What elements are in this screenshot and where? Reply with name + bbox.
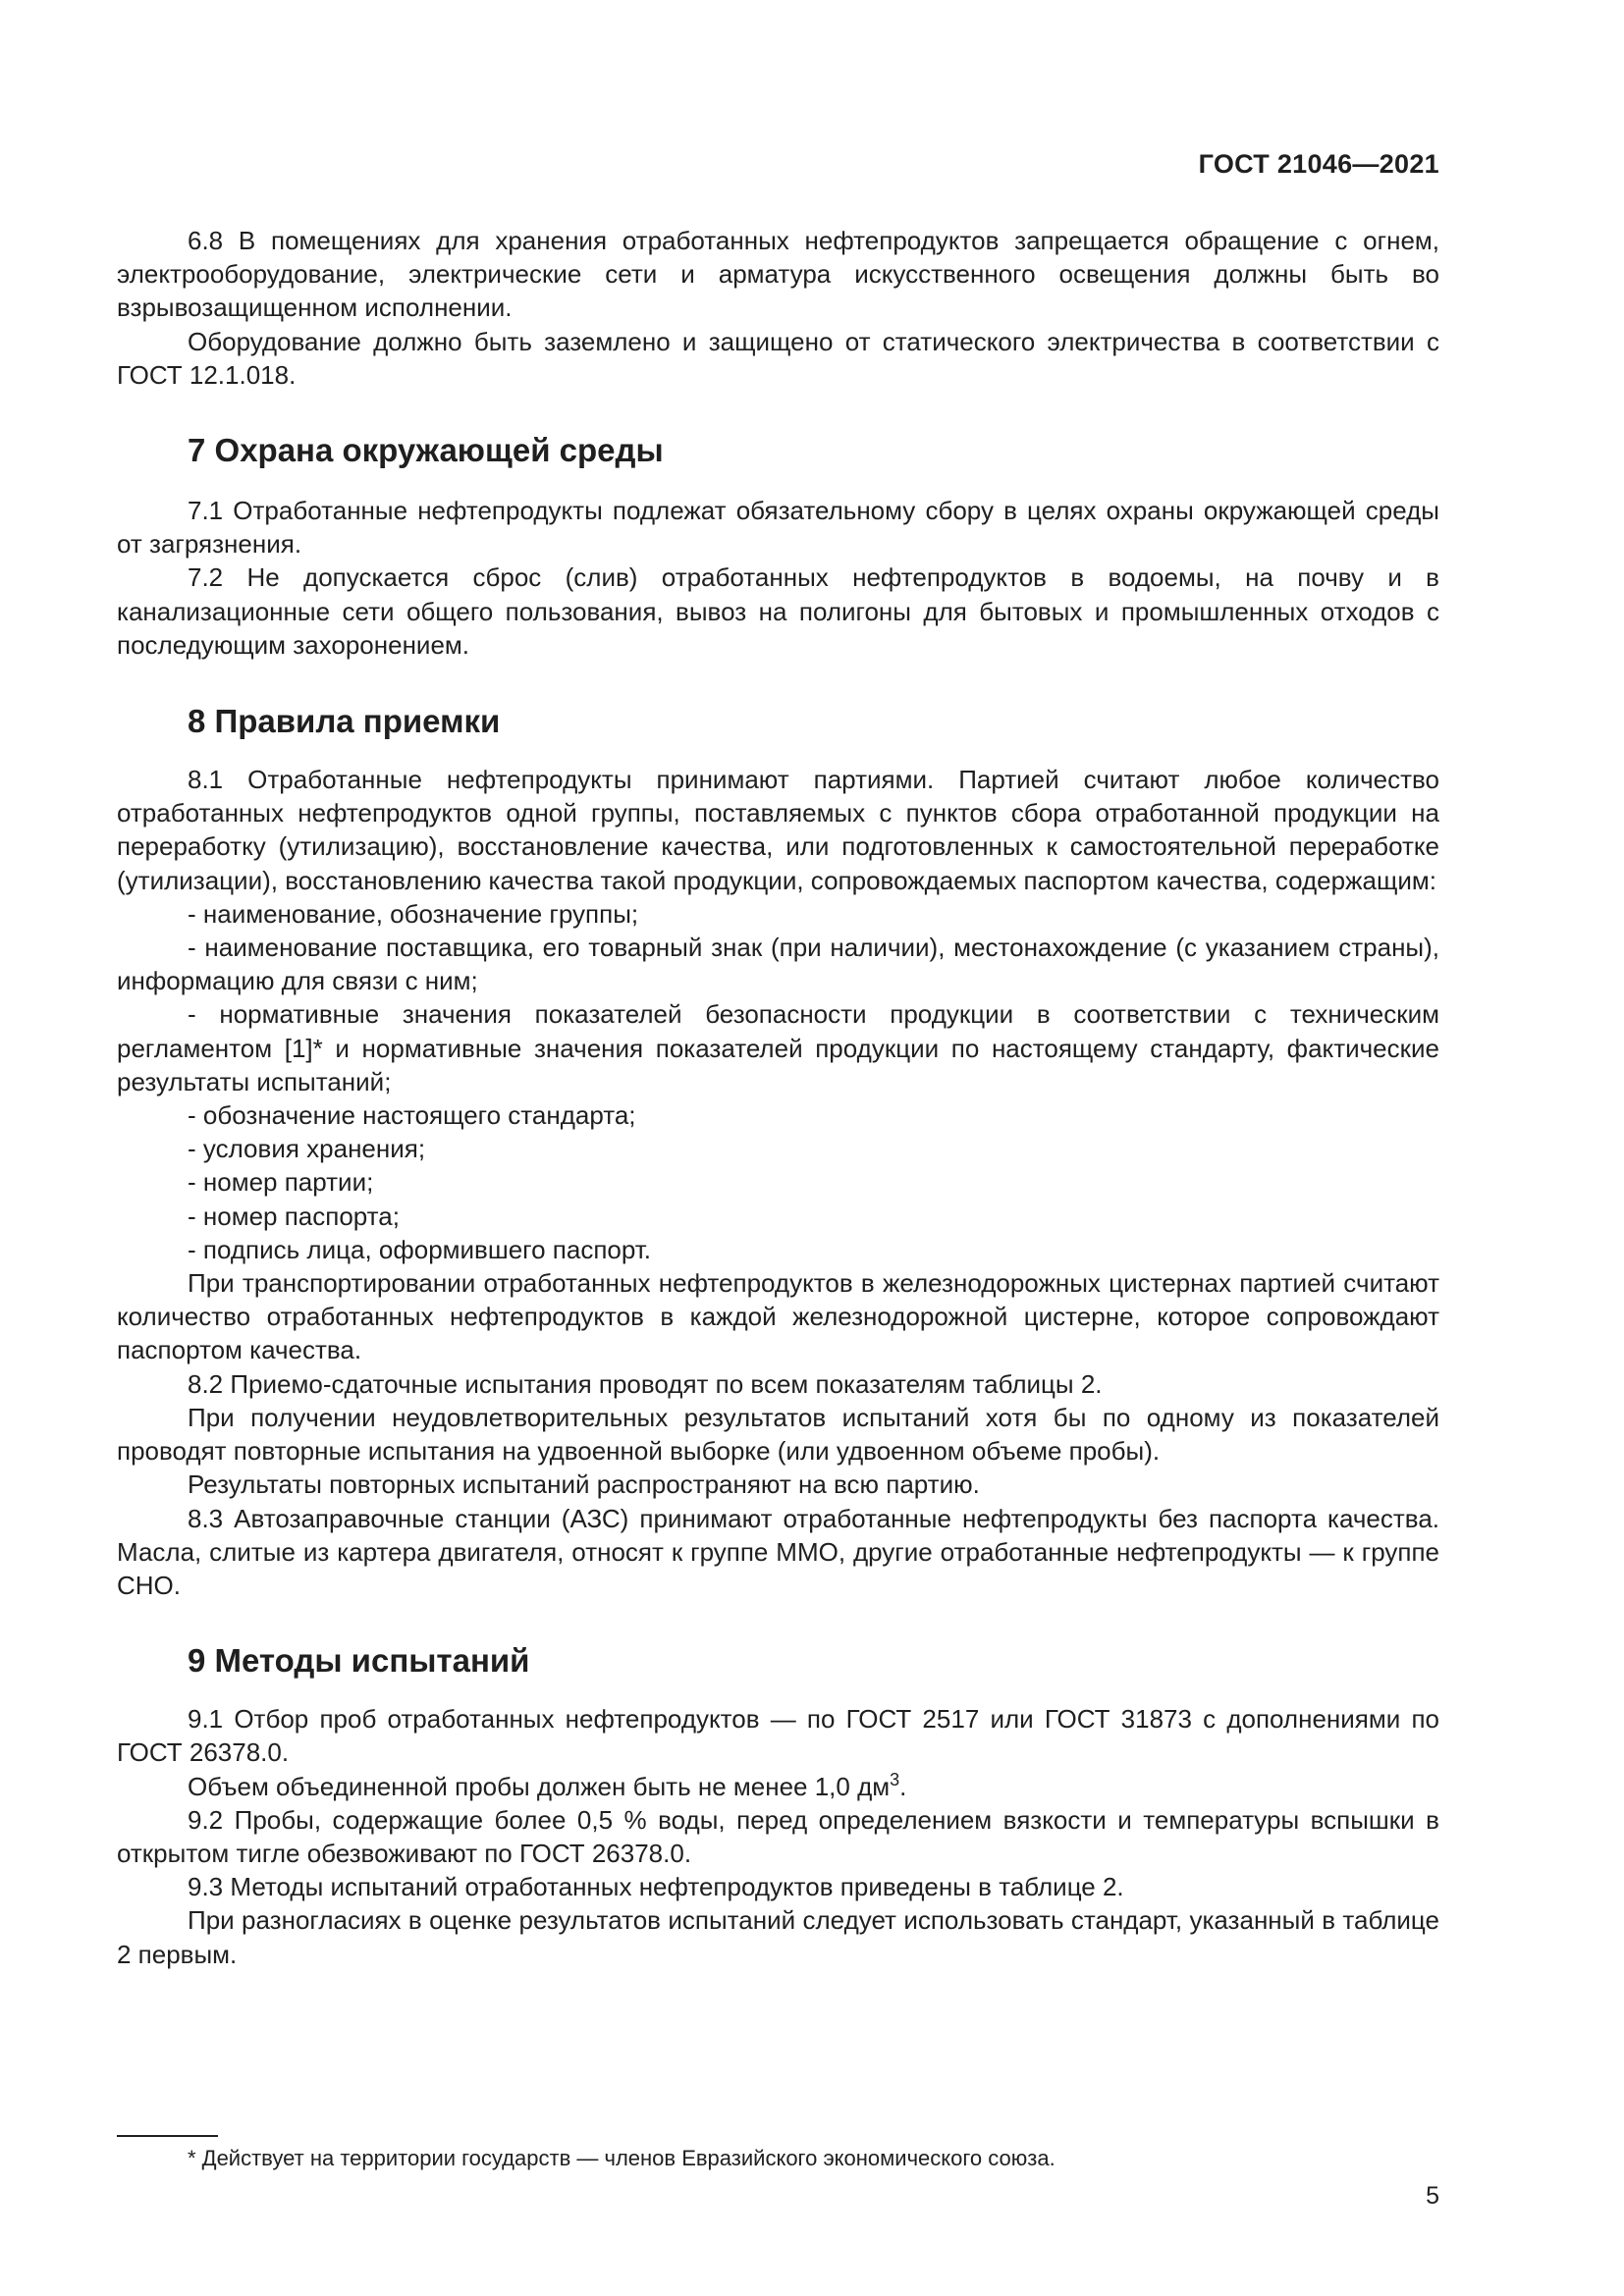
section-8-title: 8 Правила приемки — [188, 703, 501, 740]
list-item: - наименование, обозначение группы; — [188, 898, 639, 929]
paragraph-8-2-retest: При получении неудовлетворительных результатов испытаний хотя бы по одному из показателей проводят повторные испытания на удвоенной выборке (или удвоенном объеме пробы). — [117, 1402, 1439, 1467]
paragraph-8-1: 8.1 Отработанные нефтепродукты принимают партиями. Партией считают любое количество отработанных нефтепродуктов одной группы, поставляемых с пунктов сбора отработанной продукции на переработку (утилизацию), восстановление качества, или подготовленных к самостоятельной переработке (утилизации), восстановлению качества такой продукции, сопровождаемых паспортом качества, содержащим: — [117, 765, 1439, 895]
list-item: - наименование поставщика, его товарный знак (при наличии), местонахождение (с указанием страны), информацию для связи с ним; — [117, 933, 1439, 996]
paragraph-6-8-grounding: Оборудование должно быть заземлено и защищено от статического электричества в соответствии с ГОСТ 12.1.018. — [117, 326, 1439, 390]
footnote: * Действует на территории государств — членов Евразийского экономического союза. — [188, 2146, 1056, 2170]
section-7-title: 7 Охрана окружающей среды — [188, 432, 664, 469]
paragraph-8-2-results: Результаты повторных испытаний распространяют на всю партию. — [188, 1469, 980, 1500]
list-item: - номер партии; — [188, 1167, 374, 1198]
list-item: - подпись лица, оформившего паспорт. — [188, 1234, 651, 1264]
list-item: - условия хранения; — [188, 1134, 426, 1164]
list-item: - нормативные значения показателей безопасности продукции в соответствии с техническим регламентом [1]* и нормативные значения показателей продукции по настоящему стандарту, фактические результаты испытаний; — [117, 999, 1439, 1096]
paragraph-9-3: 9.3 Методы испытаний отработанных нефтепродуктов приведены в таблице 2. — [188, 1872, 1124, 1902]
list-item: - номер паспорта; — [188, 1201, 400, 1231]
list-item: - обозначение настоящего стандарта; — [188, 1100, 636, 1131]
paragraph-8-1-transport: При транспортировании отработанных нефтепродуктов в железнодорожных цистернах партией считают количество отработанных нефтепродуктов в каждой железнодорожной цистерне, которое сопровождают паспортом качества. — [117, 1268, 1439, 1365]
paragraph-7-2: 7.2 Не допускается сброс (слив) отработанных нефтепродуктов в водоемы, на почву и в канализационные сети общего пользования, вывоз на полигоны для бытовых и промышленных отходов с последующим захоронением. — [117, 562, 1439, 660]
footnote-divider — [117, 2135, 218, 2137]
page-number: 5 — [1426, 2182, 1439, 2210]
paragraph-8-3: 8.3 Автозаправочные станции (АЗС) принимают отработанные нефтепродукты без паспорта качества. Масла, слитые из картера двигателя, относят к группе ММО, другие отработанные нефтепродукты — к группе СНО. — [117, 1503, 1439, 1600]
paragraph-9-3-disputes: При разногласиях в оценке результатов испытаний следует использовать стандарт, указанный в таблице 2 первым. — [117, 1905, 1439, 1969]
volume-superscript: 3 — [890, 1769, 900, 1789]
paragraph-8-2: 8.2 Приемо-сдаточные испытания проводят по всем показателям таблицы 2. — [188, 1368, 1103, 1399]
section-9-title: 9 Методы испытаний — [188, 1642, 530, 1680]
standard-code: ГОСТ 21046—2021 — [1198, 149, 1439, 179]
paragraph-9-1: 9.1 Отбор проб отработанных нефтепродуктов — по ГОСТ 2517 или ГОСТ 31873 с дополнениями по ГОСТ 26378.0. — [117, 1704, 1439, 1768]
page-content — [117, 224, 1439, 1971]
paragraph-9-2: 9.2 Пробы, содержащие более 0,5 % воды, перед определением вязкости и температуры вспышки в открытом тигле обезвоживают по ГОСТ 26378.0. — [117, 1804, 1439, 1868]
paragraph-9-1-volume — [117, 1770, 1439, 1803]
volume-text: Объем объединенной пробы должен быть не менее 1,0 дм — [188, 1771, 891, 1801]
paragraph-7-1: 7.1 Отработанные нефтепродукты подлежат обязательному сбору в целях охраны окружающей среды от загрязнения. — [117, 496, 1439, 560]
paragraph-6-8: 6.8 В помещениях для хранения отработанных нефтепродуктов запрещается обращение с огнем, электрооборудование, электрические сети и арматура искусственного освещения должны быть во взрывозащищенном исполнении. — [117, 226, 1439, 323]
volume-period: . — [899, 1771, 907, 1801]
